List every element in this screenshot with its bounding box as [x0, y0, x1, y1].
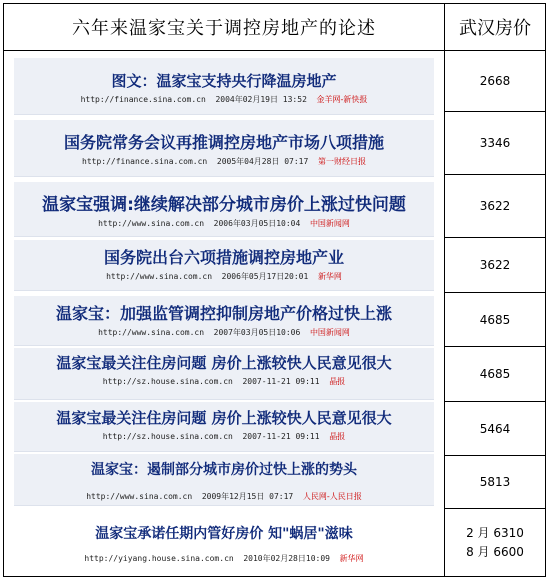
news-headline[interactable]: 温家宝最关注住房问题 房价上涨较快人民意见很大	[56, 409, 392, 427]
price-cell: 3622	[445, 175, 545, 238]
price-aug: 8 月 6600	[466, 544, 524, 559]
news-source: 人民网-人民日报	[302, 492, 362, 501]
news-item[interactable]	[14, 182, 434, 237]
news-meta: http://finance.sina.com.cn 2004年02月19日 13:52 金羊网-新快报	[80, 95, 368, 104]
news-meta: http://sz.house.sina.com.cn 2007-11-21 09:11 晶报	[102, 377, 346, 386]
comparison-table	[3, 3, 546, 577]
news-headline[interactable]: 国务院常务会议再推调控房地产市场八项措施	[63, 133, 384, 152]
news-meta: http://finance.sina.com.cn 2005年04月28日 07:17 第一财经日报	[82, 157, 366, 166]
news-source: 新华网	[339, 554, 364, 563]
price-cell: 3346	[445, 112, 545, 175]
news-item[interactable]	[14, 240, 434, 291]
news-source: 中国新闻网	[309, 219, 350, 228]
news-headline[interactable]: 温家宝：遏制部分城市房价过快上涨的势头	[91, 462, 357, 478]
news-item[interactable]	[14, 58, 434, 115]
news-source: 中国新闻网	[309, 328, 350, 337]
news-headline[interactable]: 国务院出台六项措施调控房地产业	[103, 248, 344, 267]
news-meta: http://sz.house.sina.com.cn 2007-11-21 09:11 晶报	[102, 432, 346, 441]
news-headline[interactable]: 图文：温家宝支持央行降温房地产	[111, 72, 337, 90]
news-source: 新华网	[317, 272, 342, 281]
news-meta: http://yiyang.house.sina.com.cn 2010年02月28日10:09 新华网	[84, 554, 364, 563]
price-cell: 4685	[445, 347, 545, 402]
news-source: 晶报	[329, 432, 346, 441]
news-item[interactable]	[14, 402, 434, 452]
news-item[interactable]	[14, 454, 434, 506]
news-meta: http://www.sina.com.cn 2006年03月05日10:04 中国新闻网	[98, 219, 350, 228]
news-headline[interactable]: 温家宝承诺任期内管好房价 知"蜗居"滋味	[95, 526, 353, 542]
news-meta: http://www.sina.com.cn 2009年12月15日 07:17 人民网-人民日报	[86, 492, 362, 501]
news-meta: http://www.sina.com.cn 2006年05月17日20:01 新华网	[106, 272, 342, 281]
price-cell: 5464	[445, 402, 545, 456]
news-headline[interactable]: 温家宝强调:继续解决部分城市房价上涨过快问题	[42, 195, 406, 215]
news-source: 金羊网-新快报	[316, 95, 368, 104]
news-headline[interactable]: 温家宝：加强监管调控抑制房地产价格过快上涨	[55, 304, 392, 323]
price-cell: 5813	[445, 456, 545, 509]
price-cell: 3622	[445, 238, 545, 293]
price-cell: 4685	[445, 293, 545, 347]
news-headline[interactable]: 温家宝最关注住房问题 房价上涨较快人民意见很大	[56, 354, 392, 372]
news-meta: http://www.sina.com.cn 2007年03月05日10:06 中国新闻网	[98, 328, 350, 337]
price-cell-last	[445, 509, 545, 576]
news-column	[4, 51, 445, 576]
header-wuhan-price: 武汉房价	[445, 4, 545, 51]
price-cell: 2668	[445, 51, 545, 112]
news-source: 第一财经日报	[317, 157, 366, 166]
news-item[interactable]	[14, 120, 434, 177]
header-remarks: 六年来温家宝关于调控房地产的论述	[4, 4, 445, 51]
news-item[interactable]	[14, 517, 434, 567]
news-item[interactable]	[14, 348, 434, 400]
price-feb: 2 月 6310	[466, 525, 524, 540]
news-item[interactable]	[14, 296, 434, 346]
news-source: 晶报	[329, 377, 346, 386]
